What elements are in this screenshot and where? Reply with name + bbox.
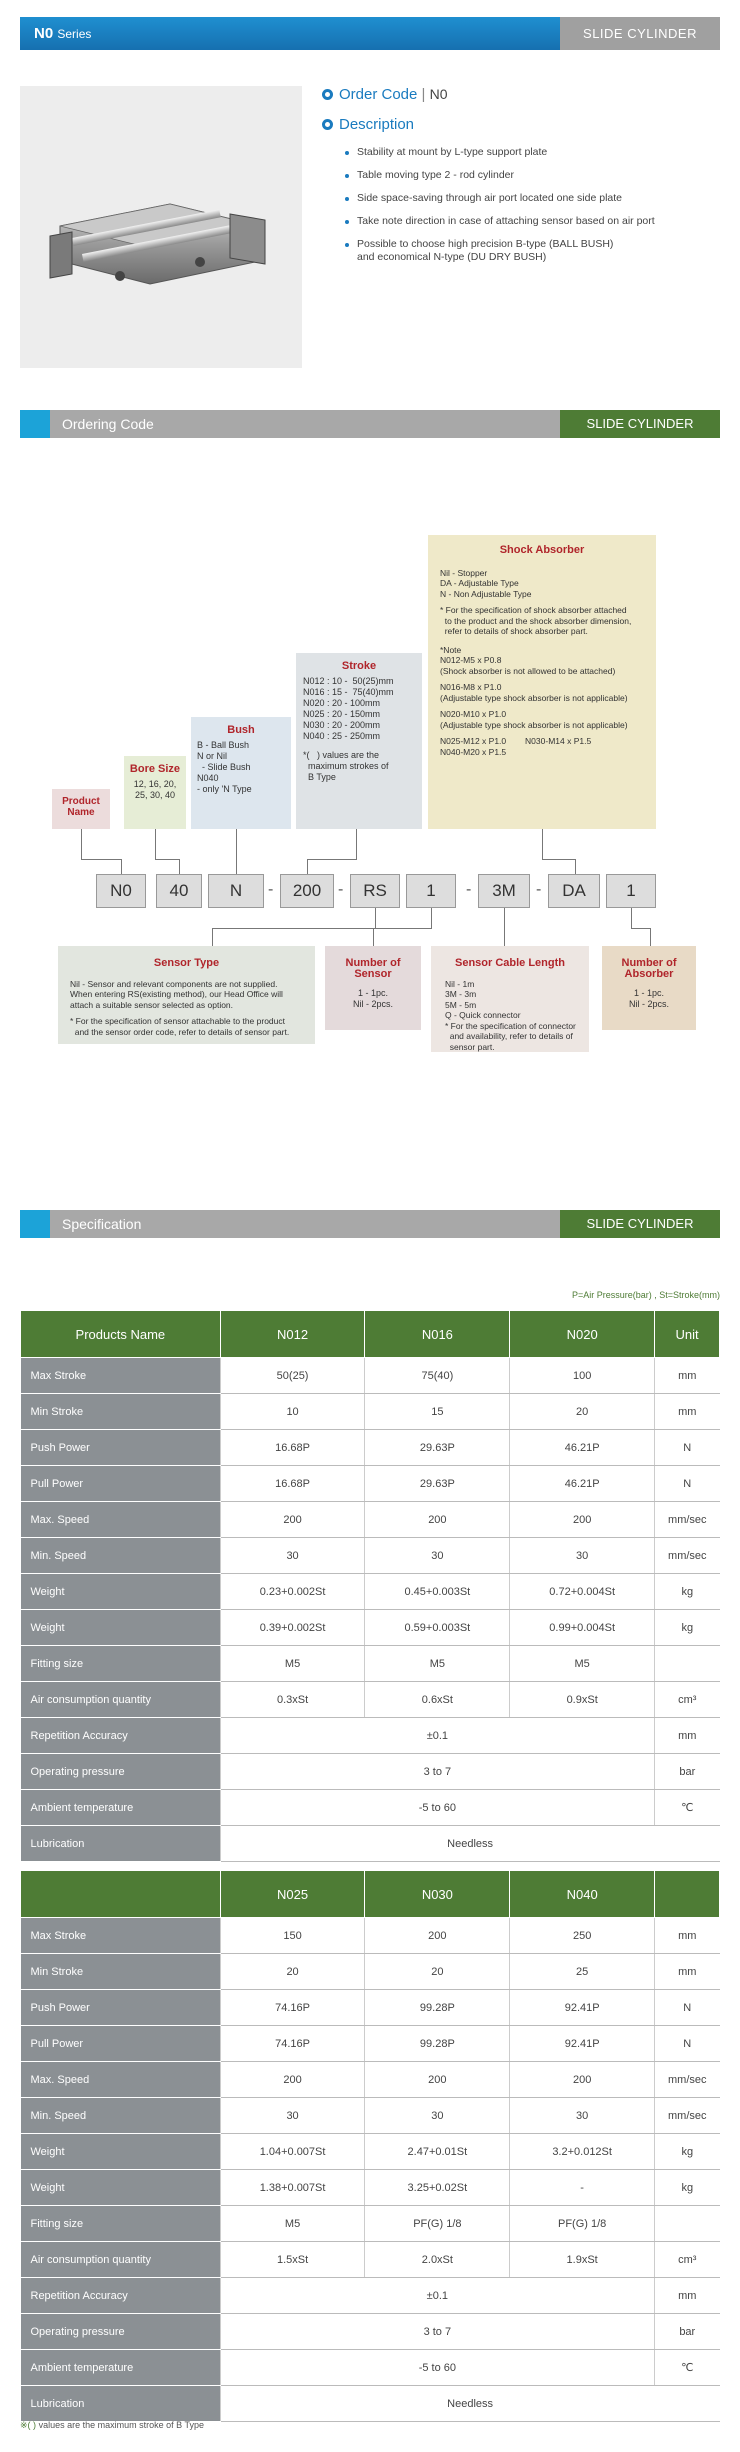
table-cell: 92.41P — [510, 2026, 655, 2062]
order-code-heading: Order Code | N0 — [322, 86, 448, 103]
table-row — [21, 2278, 720, 2314]
table-cell: 16.68P — [220, 1466, 365, 1502]
table-cell: 3.25+0.02St — [365, 2170, 510, 2206]
table-cell: 20 — [365, 1954, 510, 1990]
table-cell: 29.63P — [365, 1466, 510, 1502]
table-cell: 0.39+0.002St — [220, 1610, 365, 1646]
table-cell: 0.45+0.003St — [365, 1574, 510, 1610]
table-cell: N — [655, 2026, 720, 2062]
sensor-type-box: Sensor Type Nil - Sensor and relevant components are not supplied. When entering RS(existing method), our Head Office will attach a suitable sensor selected as option. * For the specification of sensor attachable to the product and the sensor order code, refer to details of sensor part. — [58, 946, 315, 1044]
table-cell: N — [655, 1430, 720, 1466]
row-label: Repetition Accuracy — [21, 2278, 221, 2314]
table-cell: mm — [655, 1358, 720, 1394]
table-cell: mm/sec — [655, 2062, 720, 2098]
table-cell: mm — [655, 1918, 720, 1954]
code-product: N0 — [96, 874, 146, 908]
table-cell: mm — [655, 2278, 720, 2314]
table-cell: 30 — [220, 1538, 365, 1574]
table-cell: N — [655, 1466, 720, 1502]
row-label: Push Power — [21, 1430, 221, 1466]
table-cell: mm — [655, 1954, 720, 1990]
table-header-row: N025 N030 N040 — [21, 1871, 720, 1918]
table-row — [21, 1646, 720, 1682]
table-cell: ±0.1 — [220, 2278, 654, 2314]
table-row — [21, 2350, 720, 2386]
table-row — [21, 1790, 720, 1826]
product-photo — [20, 86, 302, 368]
table-cell: 30 — [365, 2098, 510, 2134]
row-label: Weight — [21, 1574, 221, 1610]
row-label: Weight — [21, 2134, 221, 2170]
row-label: Operating pressure — [21, 2314, 221, 2350]
table-row — [21, 1990, 720, 2026]
header-category: SLIDE CYLINDER — [560, 17, 720, 50]
table-row — [21, 1826, 720, 1862]
row-label: Fitting size — [21, 1646, 221, 1682]
table-cell: 200 — [365, 1502, 510, 1538]
table-row — [21, 1502, 720, 1538]
row-label: Operating pressure — [21, 1754, 221, 1790]
table-row — [21, 1754, 720, 1790]
table-cell: 0.6xSt — [365, 1682, 510, 1718]
table-cell — [655, 1646, 720, 1682]
stroke-box: Stroke N012 : 10 - 50(25)mm N016 : 15 - 75(40)mm N020 : 20 - 100mm N025 : 20 - 150mm N030 : 20 - 200mm N040 : 25 - 250mm *( ) values are the maximum strokes of B Type — [296, 653, 422, 829]
table-row — [21, 2206, 720, 2242]
table-row — [21, 1954, 720, 1990]
code-cable: 3M — [478, 874, 530, 908]
table-cell: kg — [655, 2170, 720, 2206]
header-title: N0 Series — [34, 25, 92, 42]
table-cell — [655, 2206, 720, 2242]
list-item: Take note direction in case of attaching sensor based on air port — [345, 215, 705, 228]
ordering-code-header: Ordering Code SLIDE CYLINDER — [20, 410, 720, 438]
table-cell: PF(G) 1/8 — [510, 2206, 655, 2242]
table-cell: 15 — [365, 1394, 510, 1430]
table-cell: 3.2+0.012St — [510, 2134, 655, 2170]
table-cell: 0.72+0.004St — [510, 1574, 655, 1610]
sensor-cable-length-box: Sensor Cable Length Nil - 1m 3M - 3m 5M - 5m Q - Quick connector * For the specification of connector and availability, refer to details of sensor part. — [431, 946, 589, 1052]
table-row — [21, 2098, 720, 2134]
table-cell: 0.59+0.003St — [365, 1610, 510, 1646]
list-item: Table moving type 2 - rod cylinder — [345, 169, 705, 182]
table-cell: 200 — [510, 1502, 655, 1538]
list-item: Possible to choose high precision B-type (BALL BUSH) and economical N-type (DU DRY BUSH) — [345, 238, 705, 264]
row-label: Pull Power — [21, 2026, 221, 2062]
table-cell: mm/sec — [655, 1502, 720, 1538]
table-cell: 30 — [510, 1538, 655, 1574]
code-num-absorber: 1 — [606, 874, 656, 908]
table-cell: 100 — [510, 1358, 655, 1394]
code-sensor: RS — [350, 874, 400, 908]
table-row — [21, 1538, 720, 1574]
table-cell: 1.04+0.007St — [220, 2134, 365, 2170]
table-cell: kg — [655, 1574, 720, 1610]
row-label: Push Power — [21, 1990, 221, 2026]
number-of-absorber-box: Number of Absorber 1 - 1pc. Nil - 2pcs. — [602, 946, 696, 1030]
table-row — [21, 2134, 720, 2170]
row-label: Lubrication — [21, 2386, 221, 2422]
row-label: Min. Speed — [21, 2098, 221, 2134]
row-label: Max Stroke — [21, 1918, 221, 1954]
table-cell: 25 — [510, 1954, 655, 1990]
table-cell: 250 — [510, 1918, 655, 1954]
spec-table-2 — [20, 1870, 720, 2422]
table-cell: 1.9xSt — [510, 2242, 655, 2278]
list-item: Side space-saving through air port located one side plate — [345, 192, 705, 205]
table-cell: -5 to 60 — [220, 2350, 654, 2386]
table-cell: 30 — [365, 1538, 510, 1574]
row-label: Pull Power — [21, 1466, 221, 1502]
row-label: Min Stroke — [21, 1394, 221, 1430]
row-label: Min. Speed — [21, 1538, 221, 1574]
table-cell: 46.21P — [510, 1430, 655, 1466]
code-num-sensor: 1 — [406, 874, 456, 908]
table-cell: kg — [655, 1610, 720, 1646]
bullet-icon — [322, 89, 333, 100]
row-label: Weight — [21, 2170, 221, 2206]
table-cell: 3 to 7 — [220, 2314, 654, 2350]
table-cell: 99.28P — [365, 1990, 510, 2026]
table-cell: bar — [655, 1754, 720, 1790]
table-cell: PF(G) 1/8 — [365, 2206, 510, 2242]
table-cell: 3 to 7 — [220, 1754, 654, 1790]
code-bore: 40 — [156, 874, 202, 908]
table-cell: mm/sec — [655, 1538, 720, 1574]
table-row — [21, 1574, 720, 1610]
footnote: ※( ) values are the maximum stroke of B Type — [20, 2420, 204, 2430]
table-cell: 46.21P — [510, 1466, 655, 1502]
table-cell: 0.99+0.004St — [510, 1610, 655, 1646]
table-cell: ℃ — [655, 2350, 720, 2386]
top-header — [20, 17, 720, 50]
row-label: Min Stroke — [21, 1954, 221, 1990]
table-cell: 200 — [365, 2062, 510, 2098]
table-cell: 16.68P — [220, 1430, 365, 1466]
shock-absorber-box: Shock Absorber Nil - Stopper DA - Adjustable Type N - Non Adjustable Type * For the specification of shock absorber attached to the product and the shock absorber dimension, refer to details of shock absorber part. *Note N012-M5 x P0.8 (Shock absorber is not allowed to be attached) N016-M8 x P1.0 (Adjustable type shock absorber is not applicable) N020-M10 x P1.0 (Adjustable type shock absorber is not applicable) N025-M12 x P1.0 N030-M14 x P1.5 N040-M20 x P1.5 — [428, 535, 656, 829]
table-row — [21, 2314, 720, 2350]
row-label: Air consumption quantity — [21, 2242, 221, 2278]
table-row — [21, 2386, 720, 2422]
spec-note: P=Air Pressure(bar) , St=Stroke(mm) — [571, 1290, 720, 1300]
table-row — [21, 1358, 720, 1394]
row-label: Repetition Accuracy — [21, 1718, 221, 1754]
row-label: Weight — [21, 1610, 221, 1646]
table-cell: 30 — [220, 2098, 365, 2134]
row-label: Max. Speed — [21, 1502, 221, 1538]
row-label: Air consumption quantity — [21, 1682, 221, 1718]
table-cell: Needless — [220, 2386, 719, 2422]
table-cell: M5 — [220, 1646, 365, 1682]
table-cell: bar — [655, 2314, 720, 2350]
table-header-row: Products Name N012 N016 N020 Unit — [21, 1311, 720, 1358]
bush-box: Bush B - Ball Bush N or Nil - Slide Bush N040 - only 'N Type — [191, 717, 291, 829]
bore-size-box: Bore Size 12, 16, 20, 25, 30, 40 — [124, 756, 186, 829]
table-row — [21, 2062, 720, 2098]
table-cell: 1.38+0.007St — [220, 2170, 365, 2206]
table-cell: - — [510, 2170, 655, 2206]
code-stroke: 200 — [280, 874, 334, 908]
table-cell: 200 — [510, 2062, 655, 2098]
table-row — [21, 1682, 720, 1718]
table-cell: 10 — [220, 1394, 365, 1430]
table-cell: 50(25) — [220, 1358, 365, 1394]
table-cell: 74.16P — [220, 1990, 365, 2026]
row-label: Lubrication — [21, 1826, 221, 1862]
table-cell: 74.16P — [220, 2026, 365, 2062]
table-row — [21, 1394, 720, 1430]
description-list — [345, 146, 705, 264]
table-cell: ±0.1 — [220, 1718, 654, 1754]
table-row — [21, 1918, 720, 1954]
table-cell: M5 — [365, 1646, 510, 1682]
table-cell: 0.3xSt — [220, 1682, 365, 1718]
table-row — [21, 2026, 720, 2062]
table-row — [21, 2170, 720, 2206]
table-cell: kg — [655, 2134, 720, 2170]
table-cell: 1.5xSt — [220, 2242, 365, 2278]
table-cell: 30 — [510, 2098, 655, 2134]
table-row — [21, 1430, 720, 1466]
header-bar — [20, 17, 560, 50]
product-name-box: Product Name — [52, 789, 110, 829]
table-row — [21, 1466, 720, 1502]
description-heading: Description — [322, 116, 414, 133]
table-cell: mm — [655, 1394, 720, 1430]
row-label: Ambient temperature — [21, 1790, 221, 1826]
row-label: Max Stroke — [21, 1358, 221, 1394]
list-item: Stability at mount by L-type support plate — [345, 146, 705, 159]
table-cell: 2.0xSt — [365, 2242, 510, 2278]
table-cell: 0.9xSt — [510, 1682, 655, 1718]
table-cell: N — [655, 1990, 720, 2026]
table-cell: 200 — [220, 2062, 365, 2098]
table-cell: 20 — [220, 1954, 365, 1990]
table-row — [21, 1718, 720, 1754]
code-bush: N — [208, 874, 264, 908]
table-row — [21, 1610, 720, 1646]
table-cell: M5 — [510, 1646, 655, 1682]
table-cell: cm³ — [655, 2242, 720, 2278]
table-row — [21, 2242, 720, 2278]
table-cell: 0.23+0.002St — [220, 1574, 365, 1610]
row-label: Ambient temperature — [21, 2350, 221, 2386]
cylinder-illustration — [20, 86, 302, 368]
row-label: Max. Speed — [21, 2062, 221, 2098]
table-cell: 2.47+0.01St — [365, 2134, 510, 2170]
table-cell: mm — [655, 1718, 720, 1754]
table-cell: mm/sec — [655, 2098, 720, 2134]
table-cell: 92.41P — [510, 1990, 655, 2026]
spec-table-1 — [20, 1310, 720, 1862]
table-cell: cm³ — [655, 1682, 720, 1718]
table-cell: 75(40) — [365, 1358, 510, 1394]
specification-header: Specification SLIDE CYLINDER — [20, 1210, 720, 1238]
code-absorber: DA — [548, 874, 600, 908]
table-cell: 99.28P — [365, 2026, 510, 2062]
table-cell: ℃ — [655, 1790, 720, 1826]
row-label: Fitting size — [21, 2206, 221, 2242]
table-cell: M5 — [220, 2206, 365, 2242]
table-cell: Needless — [220, 1826, 719, 1862]
table-cell: 29.63P — [365, 1430, 510, 1466]
table-cell: 200 — [220, 1502, 365, 1538]
table-cell: 200 — [365, 1918, 510, 1954]
table-cell: 150 — [220, 1918, 365, 1954]
table-cell: -5 to 60 — [220, 1790, 654, 1826]
number-of-sensor-box: Number of Sensor 1 - 1pc. Nil - 2pcs. — [325, 946, 421, 1030]
bullet-icon — [322, 119, 333, 130]
table-cell: 20 — [510, 1394, 655, 1430]
